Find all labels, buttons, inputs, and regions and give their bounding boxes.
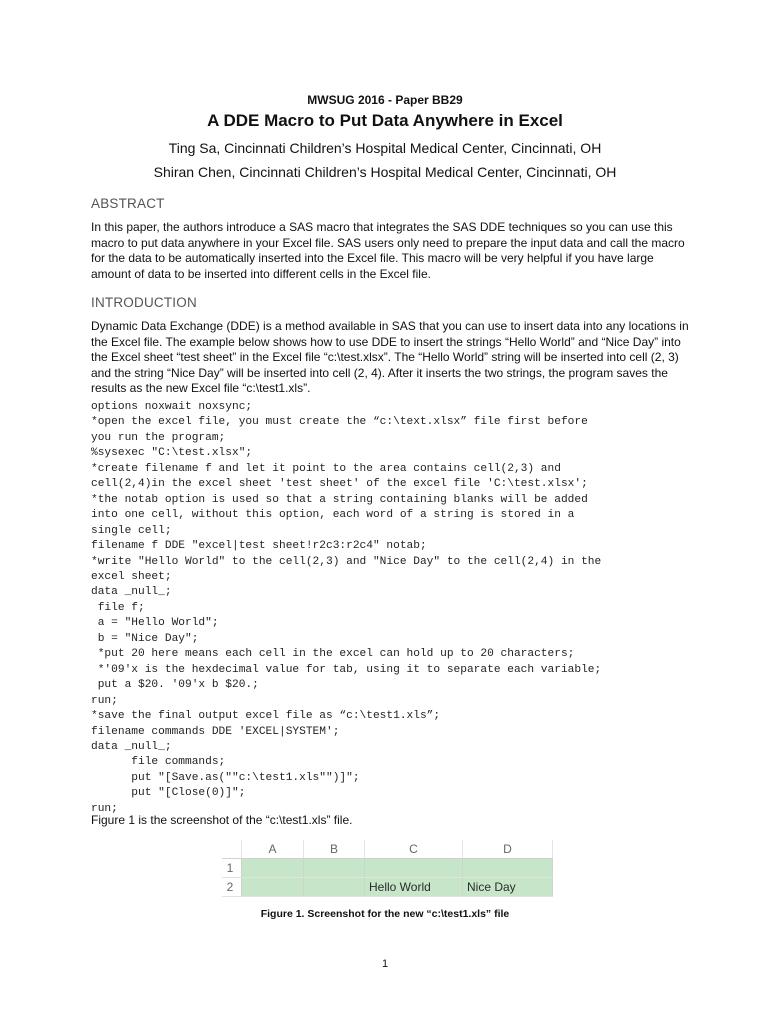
page-number: 1 [381,958,389,970]
column-header-a: A [242,840,304,859]
row-number: 1 [222,859,242,878]
introduction-text: Dynamic Data Exchange (DDE) is a method available in SAS that you can use to insert data into any locations in the Excel file. The example below shows how to use DDE to insert the strings “Hello World” and “Nice Day” into the Excel sheet “test sheet” in the Excel file “c:\test.xlsx”. The “Hello World” string will be inserted into cell (2, 3) and the string “Nice Day” will be inserted into cell (2, 4). After it inserts the two strings, the program saves the results as the new Excel file “c:\test1.xls”. [91,319,689,395]
cell-a2 [242,878,304,897]
cell-d1 [463,859,553,878]
excel-screenshot [222,840,553,897]
sas-code-block: options noxwait noxsync; *open the excel file, you must create the “c:\text.xlsx” file first before you run the program; %sysexec "C:\test.xlsx"; *create filename f and let it point to the area contains cell(2,3) and cell(2,4)in the excel sheet 'test sheet' of the excel file 'C:\test.xlsx'; *the notab option is used so that a string containing blanks will be added into one cell, without this option, each word of a string is stored in a single cell; filename f DDE "excel|test sheet!r2c3:r2c4" notab; *write "Hello World" to the cell(2,3) and "Nice Day" to the cell(2,4) in the excel sheet; data _null_; file f; a = "Hello World"; b = "Nice Day"; *put 20 here means each cell in the excel can hold up to 20 characters; *'09'x is the hexdecimal value for tab, using it to separate each variable; put a $20. '09'x b $20.; run; *save the final output excel file as “c:\test1.xls”; filename commands DDE 'EXCEL|SYSTEM'; data _null_; file commands; put "[Save.as(""c:\test1.xls"")]"; put "[Close(0)]"; run; [91,401,602,815]
sheet-row [222,878,553,897]
author-line-2: Shiran Chen, Cincinnati Children’s Hospital Medical Center, Cincinnati, OH [153,164,617,180]
cell-c2: Hello World [365,878,463,897]
column-header-row [222,840,553,859]
abstract-text: In this paper, the authors introduce a SAS macro that integrates the SAS DDE techniques so you can use this macro to put data anywhere in your Excel file. SAS users only need to prepare the input data and call the macro for the data to be automatically inserted into the Excel file. This macro will be very helpful if you have large amount of data to be inserted into different cells in the Excel file. [91,220,685,281]
column-header-b: B [304,840,365,859]
cell-c1 [365,859,463,878]
figure-intro-text: Figure 1 is the screenshot of the “c:\test1.xls” file. [91,813,353,827]
cell-b2 [304,878,365,897]
row-number: 2 [222,878,242,897]
column-header-c: C [365,840,463,859]
cell-a1 [242,859,304,878]
introduction-heading: INTRODUCTION [91,295,197,310]
column-header-d: D [463,840,553,859]
cell-d2: Nice Day [463,878,553,897]
conference-paper-id: MWSUG 2016 - Paper BB29 [307,93,463,107]
figure-caption: Figure 1. Screenshot for the new “c:\test1.xls” file [260,908,510,920]
corner-cell [222,840,242,859]
paper-title: A DDE Macro to Put Data Anywhere in Excel [207,111,563,130]
abstract-heading: ABSTRACT [91,196,165,211]
author-line-1: Ting Sa, Cincinnati Children’s Hospital Medical Center, Cincinnati, OH [168,140,602,156]
sheet-row [222,859,553,878]
cell-b1 [304,859,365,878]
